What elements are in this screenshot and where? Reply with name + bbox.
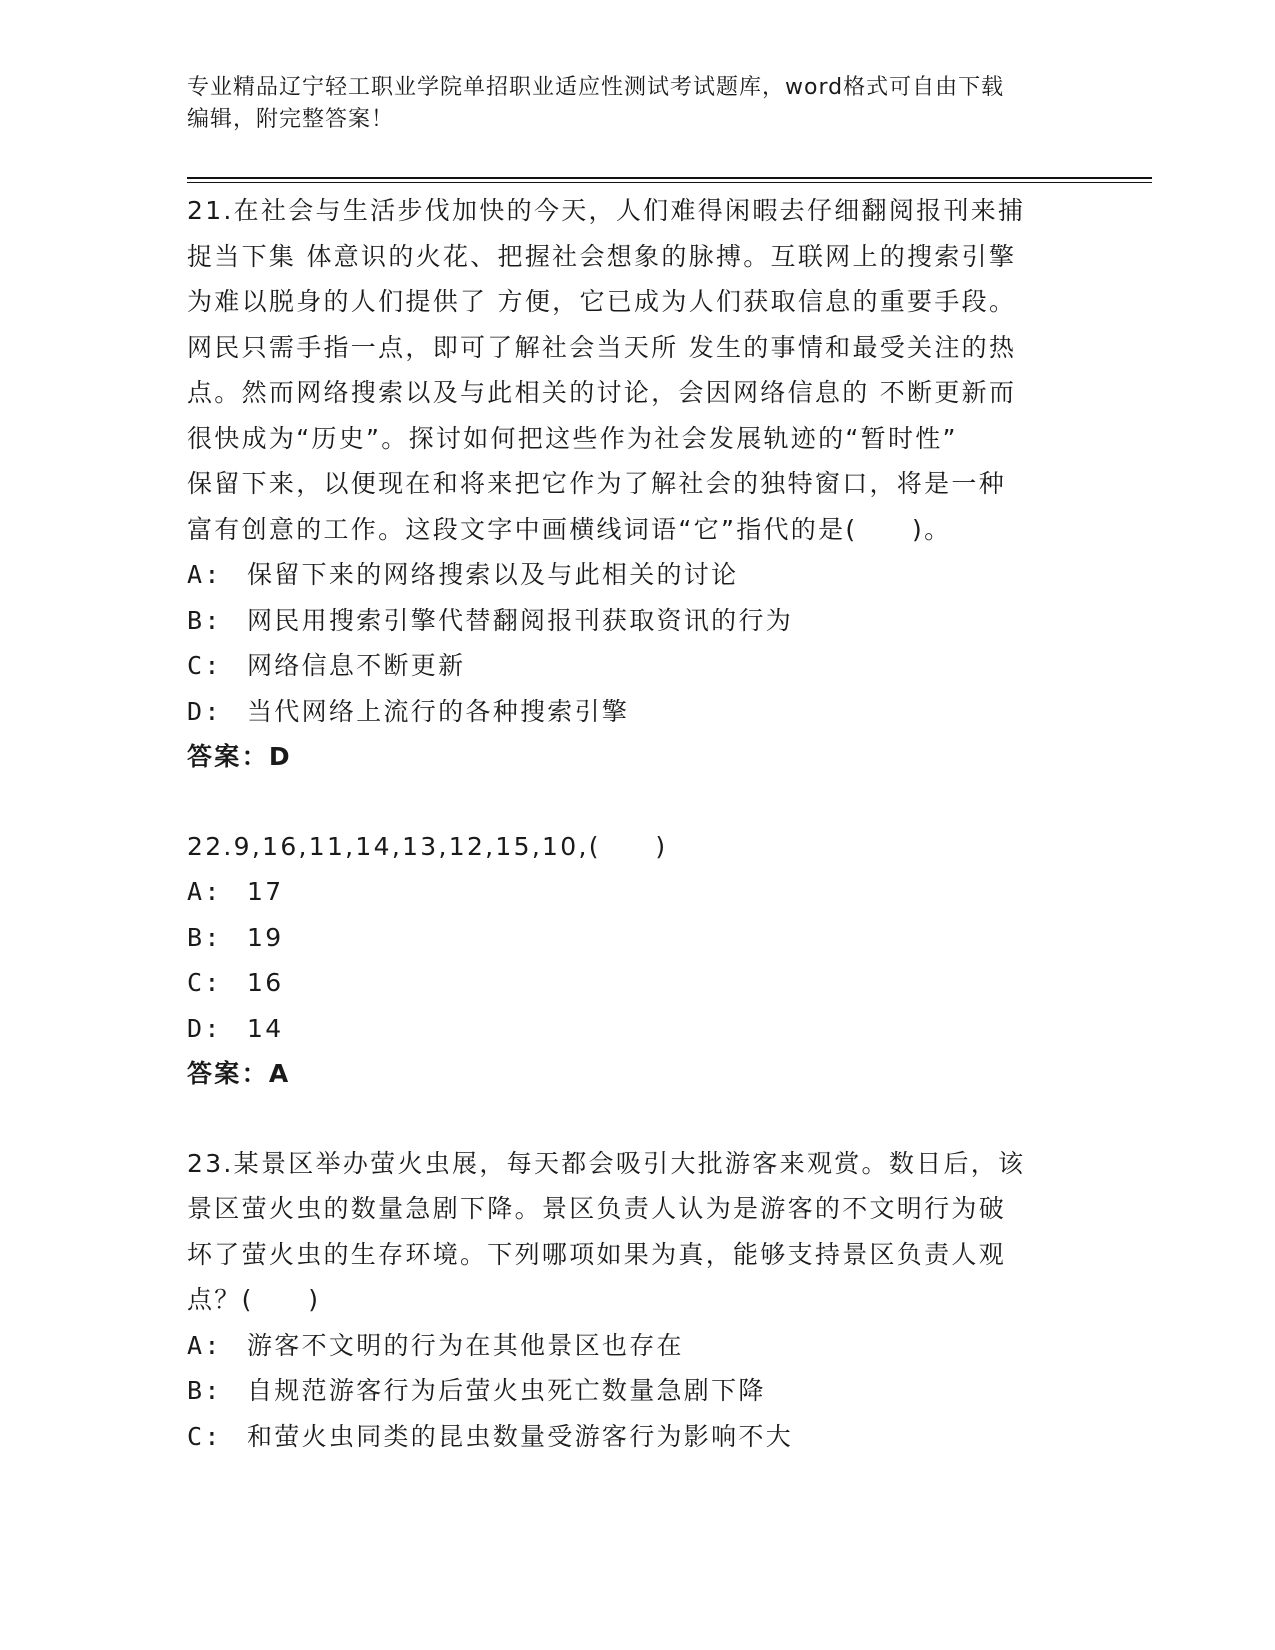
option-c [187, 643, 1087, 689]
answer-line: 答案：A [187, 1059, 291, 1088]
question-text-line: 捉当下集 体意识的火花、把握社会想象的脉搏。互联网上的搜索引擎 [187, 241, 1017, 271]
option-label: A: [187, 1330, 222, 1360]
option-b [187, 1368, 1087, 1414]
option-text: 游客不文明的行为在其他景区也存在 [247, 1330, 684, 1360]
option-c [187, 960, 1087, 1006]
option-label: B: [187, 1376, 222, 1405]
option-b [187, 598, 1087, 644]
header-line-1: 专业精品辽宁轻工职业学院单招职业适应性测试考试题库，word格式可自由下载 [187, 75, 1005, 100]
question-text-line: 为难以脱身的人们提供了 方便，它已成为人们获取信息的重要手段。 [187, 287, 1017, 316]
option-d [187, 689, 1087, 735]
question-text-line: 景区萤火虫的数量急剧下降。景区负责人认为是游客的不文明行为破 [187, 1194, 1007, 1223]
option-a [187, 552, 1087, 598]
option-text: 16 [247, 968, 284, 997]
question-text-line: 很快成为“历史”。探讨如何把这些作为社会发展轨迹的“暂时性” [187, 423, 958, 453]
header-divider-thick [187, 177, 1152, 179]
question-text-line: 富有创意的工作。这段文字中画横线词语“它”指代的是( )。 [187, 514, 952, 544]
option-label: D: [187, 1013, 222, 1043]
option-text: 17 [247, 877, 284, 906]
question-text-line: 点？( ) [187, 1285, 321, 1314]
question-23 [187, 1141, 1087, 1460]
option-label: B: [187, 605, 222, 635]
option-text: 当代网络上流行的各种搜索引擎 [247, 696, 630, 726]
option-text: 网民用搜索引擎代替翻阅报刊获取资讯的行为 [247, 605, 794, 635]
option-label: C: [187, 651, 222, 680]
header-line-2: 编辑，附完整答案！ [187, 107, 395, 132]
page-header [187, 72, 1067, 136]
question-spacer [187, 1097, 1087, 1141]
option-label: C: [187, 1421, 222, 1451]
question-22 [187, 824, 1087, 1097]
question-text-line: 保留下来，以便现在和将来把它作为了解社会的独特窗口，将是一种 [187, 469, 1007, 498]
option-b [187, 915, 1087, 961]
question-text-line: 坏了萤火虫的生存环境。下列哪项如果为真，能够支持景区负责人观 [187, 1239, 1007, 1269]
question-spacer [187, 780, 1087, 824]
answer-line: 答案：D [187, 742, 292, 771]
option-label: D: [187, 696, 222, 726]
option-a [187, 1323, 1087, 1369]
option-c [187, 1414, 1087, 1460]
question-text-line: 点。然而网络搜索以及与此相关的讨论，会因网络信息的 不断更新而 [187, 378, 1017, 407]
option-text: 保留下来的网络搜索以及与此相关的讨论 [247, 560, 739, 589]
option-label: A: [187, 560, 222, 589]
option-text: 19 [247, 922, 284, 952]
question-list [187, 188, 1087, 1459]
option-text: 网络信息不断更新 [247, 651, 466, 680]
option-label: C: [187, 968, 222, 997]
option-text: 自规范游客行为后萤火虫死亡数量急剧下降 [247, 1376, 766, 1405]
option-label: A: [187, 877, 222, 906]
question-text-line: 21.在社会与生活步伐加快的今天，人们难得闲暇去仔细翻阅报刊来捕 [187, 196, 1026, 225]
option-a [187, 869, 1087, 915]
question-text-line: 23.某景区举办萤火虫展，每天都会吸引大批游客来观赏。数日后，该 [187, 1148, 1026, 1178]
option-d [187, 1006, 1087, 1052]
question-21 [187, 188, 1087, 780]
question-text-line: 22.9,16,11,14,13,12,15,10,( ) [187, 831, 668, 861]
option-label: B: [187, 922, 222, 952]
header-divider-thin [187, 182, 1152, 183]
option-text: 和萤火虫同类的昆虫数量受游客行为影响不大 [247, 1421, 794, 1451]
option-text: 14 [247, 1013, 284, 1043]
question-text-line: 网民只需手指一点，即可了解社会当天所 发生的事情和最受关注的热 [187, 332, 1017, 362]
